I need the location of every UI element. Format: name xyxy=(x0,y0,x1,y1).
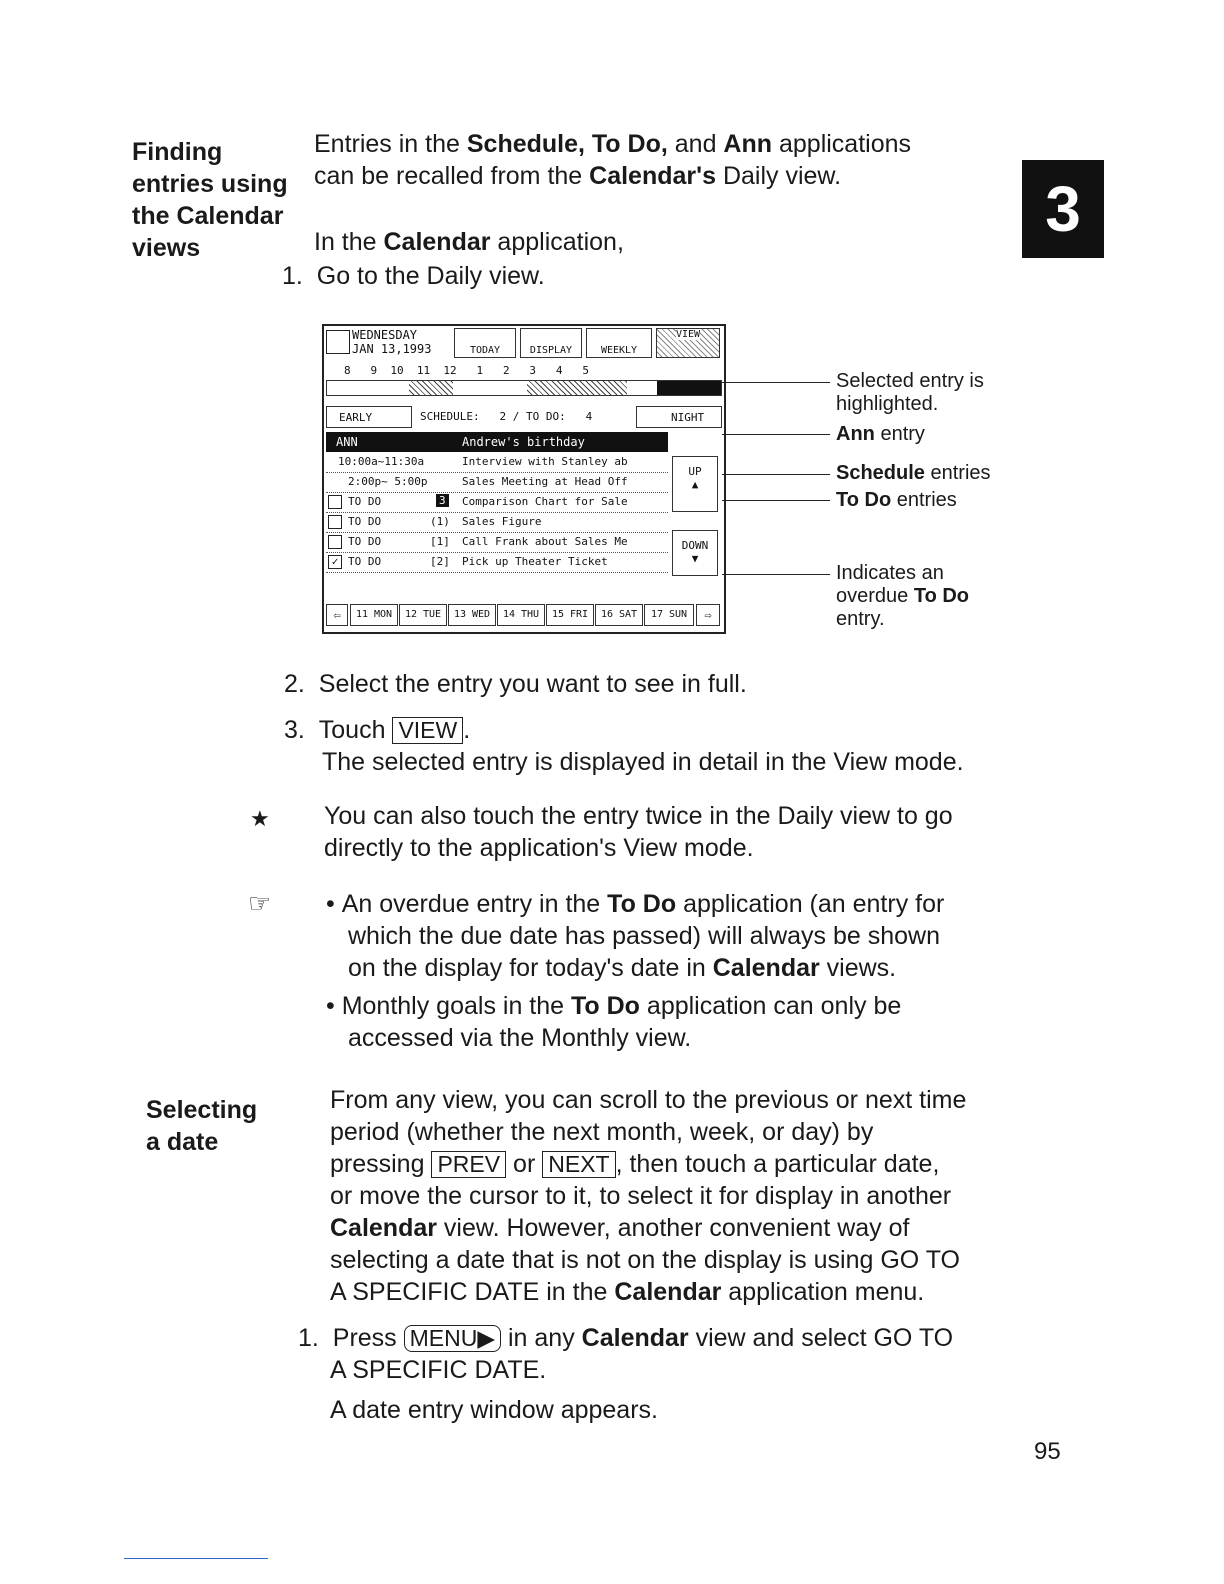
daily-view-screen xyxy=(322,324,726,634)
view-key: VIEW xyxy=(392,717,463,744)
checked-checkbox-icon[interactable]: ✓ xyxy=(328,555,342,569)
callout-todo: To Do entries xyxy=(836,489,957,511)
prev-key: PREV xyxy=(431,1151,506,1178)
step-intro: In the Calendar application, xyxy=(314,228,624,256)
step-2: 2. Select the entry you want to see in full. xyxy=(284,670,747,698)
page-number: 95 xyxy=(1034,1438,1061,1465)
day-tab[interactable]: 11 MON xyxy=(350,604,398,626)
heading-line: Finding xyxy=(132,138,223,166)
early-button[interactable]: EARLY xyxy=(326,406,412,428)
list-item[interactable]: ✓ TO DO [2] Pick up Theater Ticket xyxy=(326,552,668,573)
heading-line: views xyxy=(132,234,201,262)
checkbox-icon[interactable] xyxy=(328,535,342,549)
section-heading-finding xyxy=(132,136,288,264)
chapter-tab: 3 xyxy=(1022,160,1104,258)
list-item[interactable]: TO DO (1) Sales Figure xyxy=(326,512,668,533)
today-button[interactable]: TODAY xyxy=(454,328,516,358)
day-tab[interactable]: 12 TUE xyxy=(399,604,447,626)
step-1: 1. Go to the Daily view. xyxy=(282,262,545,290)
note-hand-icon: ☞ xyxy=(248,888,272,918)
list-item[interactable]: TO DO 3 Comparison Chart for Sale xyxy=(326,492,668,513)
tip-text: You can also touch the entry twice in the Daily view to go directly to the application's View mode. xyxy=(324,802,953,862)
day-bar xyxy=(326,604,722,626)
weekly-button[interactable]: WEEKLY xyxy=(586,328,652,358)
time-bar xyxy=(326,380,722,396)
callout-selected: Selected entry is highlighted. xyxy=(836,370,984,415)
day-tab[interactable]: 17 SUN xyxy=(644,604,694,626)
step-3-result: The selected entry is displayed in detail in the View mode. xyxy=(322,748,964,776)
section-heading-selecting: Selecting a date xyxy=(146,1096,258,1156)
hour-ruler: 8 9 10 11 12 1 2 3 4 5 xyxy=(344,364,590,377)
leader-line xyxy=(722,382,830,383)
leader-line xyxy=(722,434,830,435)
leader-line xyxy=(722,500,830,501)
down-button[interactable]: DOWN ▼ xyxy=(672,530,718,576)
next-key: NEXT xyxy=(542,1151,615,1178)
selecting-paragraph: From any view, you can scroll to the previous or next time period (whether the next month, week, or day) by pressing PREV or NEXT , then touch a particular date, or move the cursor to it, to select it for display in another Calendar view. However, another convenient way of selecting a date that is not on the display is using GO TO A SPECIFIC DATE in the Calendar application menu. xyxy=(330,1086,967,1306)
list-item[interactable]: 10:00a~11:30a Interview with Stanley ab xyxy=(326,452,668,473)
menu-key: MENU▶ xyxy=(404,1325,501,1352)
selecting-step-1: 1. Press MENU▶ in any Calendar view and select GO TO A SPECIFIC DATE. A date entry window appears. xyxy=(298,1324,954,1424)
leader-line xyxy=(722,574,830,575)
day-tab[interactable]: 15 FRI xyxy=(546,604,594,626)
calendar-icon xyxy=(326,330,350,354)
list-item[interactable]: TO DO [1] Call Frank about Sales Me xyxy=(326,532,668,553)
callout-schedule: Schedule entries xyxy=(836,462,991,484)
down-arrow-icon: ▼ xyxy=(691,552,699,565)
footer-rule xyxy=(124,1558,268,1559)
callout-ann: Ann entry xyxy=(836,423,925,445)
view-button[interactable]: VIEW xyxy=(656,328,720,358)
day-tab[interactable]: 16 SAT xyxy=(595,604,643,626)
heading-line: the Calendar xyxy=(132,202,284,230)
intro-paragraph: Entries in the Schedule, To Do, and Ann applications can be recalled from the Calendar's Daily view. xyxy=(314,130,912,190)
tip-star-icon: ★ xyxy=(250,806,270,831)
leader-line xyxy=(722,474,830,475)
list-item[interactable]: 2:00p~ 5:00p Sales Meeting at Head Off xyxy=(326,472,668,493)
prev-arrow-icon[interactable]: ⇦ xyxy=(326,604,348,626)
display-button[interactable]: DISPLAY xyxy=(520,328,582,358)
day-tab[interactable]: 14 THU xyxy=(497,604,545,626)
night-button[interactable]: NIGHT xyxy=(636,406,722,428)
note-bullets: • An overdue entry in the To Do application (an entry for which the due date has passed) will always be shown on the display for today's date in Calendar views. • Monthly goals in the To Do application can only be accessed via the Monthly view. xyxy=(326,890,945,1052)
day-tab[interactable]: 13 WED xyxy=(448,604,496,626)
step-3: 3. Touch VIEW . xyxy=(284,716,471,744)
callout-overdue: Indicates an overdue To Do entry. xyxy=(836,562,970,630)
checkbox-icon[interactable] xyxy=(328,515,342,529)
entry-list xyxy=(326,432,668,576)
heading-line: entries using xyxy=(132,170,288,198)
list-item-ann[interactable]: ANN Andrew's birthday xyxy=(326,432,668,452)
schedule-count: SCHEDULE: 2 / TO DO: 4 xyxy=(420,410,593,423)
up-button[interactable]: UP ▲ xyxy=(672,456,718,512)
date-display: WEDNESDAY JAN 13,1993 xyxy=(352,328,432,356)
checkbox-icon[interactable] xyxy=(328,495,342,509)
next-arrow-icon[interactable]: ⇨ xyxy=(696,604,720,626)
up-arrow-icon: ▲ xyxy=(691,478,699,491)
